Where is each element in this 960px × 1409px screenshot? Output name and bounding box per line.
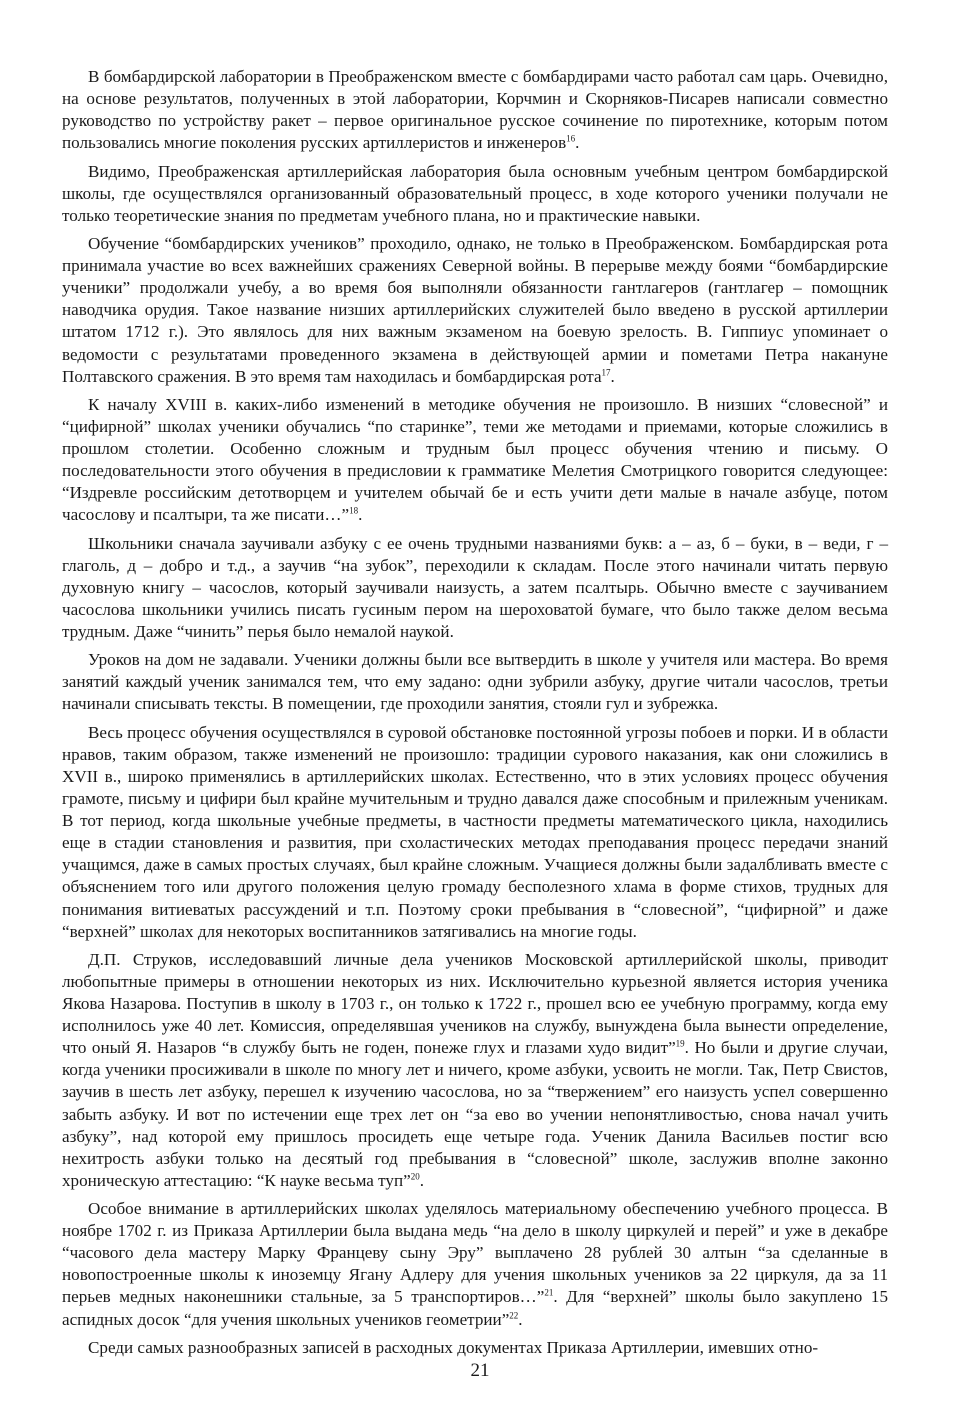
paragraph-tail: . — [575, 133, 580, 153]
paragraph-8 — [62, 949, 888, 1192]
paragraph-text: Уроков на дом не задавали. Ученики должны были все вытвердить в школе у учителя или мастера. Во время занятий каждый ученик занимался тем, что ему задано: одни зубрили азбуку, другие читали часослов, третьи начинали списывать тексты. В помещении, где проходили занятия, стояли гул и зубрежка. — [62, 650, 888, 714]
footnote-ref: 17 — [601, 366, 611, 377]
footnote-ref: 20 — [410, 1171, 420, 1182]
paragraph-4 — [62, 394, 888, 527]
footnote-ref: 18 — [349, 505, 359, 516]
paragraph-tail: . — [518, 1309, 523, 1329]
footnote-ref: 22 — [509, 1309, 519, 1320]
paragraph-text: Особое внимание в артиллерийских школах уделялось материальному обеспечению учебного процесса. В ноябре 1702 г. из Приказа Артиллерии была выдана медь “на дело в школу циркулей и перей” и уже в декабре “часового дела мастеру Марку Францеву сыну Эру” выплачено 28 рублей 30 алтын “за сделанные в новопостроенные школы к иноземцу Ягану Адлеру для учения школьных учеников за 22 циркуля, да за 11 перьев медных наконешники стальные, за 5 транспортиров…” — [62, 1199, 888, 1307]
paragraph-6 — [62, 649, 888, 715]
footnote-ref: 21 — [544, 1287, 554, 1298]
page-number: 21 — [470, 1360, 490, 1381]
paragraph-1 — [62, 66, 888, 154]
document-page — [62, 66, 888, 1359]
paragraph-text: К началу XVIII в. каких-либо изменений в методике обучения не произошло. В низших “словесной” и “цифирной” школах ученики обучались “по старинке”, теми же методами и приемами, которые сложились в прошлом столетии. Особенно сложным и трудным был процесс обучения чтению и письму. О последовательности этого обучения в предисловии к грамматике Мелетия Смотрицкого говорится следующее: “Издревле российским детотворцем и учителем обычай бе и есть учити дети малые в начале азбуце, потом часослову и псалтыри, та же писати…” — [62, 394, 888, 525]
paragraph-tail: . Для “верхней” школы было закуплено 15 аспидных досок “для учения школьных учеников геометрии” — [62, 1287, 888, 1329]
paragraph-text: Школьники сначала заучивали азбуку с ее очень трудными названиями букв: а – аз, б – буки, в – веди, г – глаголь, д – добро и т.д., а заучив “на зубок”, переходили к складам. После этого начинали читать первую духовную книгу – часослов, который заучивали наизусть, а затем псалтырь. Обычно вместе с заучиванием часослова школьники учились писать гусиным пером на шероховатой бумаге, что было также делом весьма трудным. Даже “чинить” перья было немалой наукой. — [62, 533, 888, 641]
paragraph-tail: . — [419, 1170, 424, 1190]
paragraph-7 — [62, 722, 888, 943]
paragraph-text: Д.П. Струков, исследовавший личные дела учеников Московской артиллерийской школы, приводит любопытные примеры в отношении некоторых из них. Исключительно курьезной является история ученика Якова Назарова. Поступив в школу в 1703 г., он только к 1722 г., прошел всю ее учебную программу, когда ему исполнилось уже 40 лет. Комиссия, определявшая учеников на службу, вынуждена была вынести определение, что оный Я. Назаров “в службу быть не годен, понеже глух и глазами худо видит” — [62, 949, 888, 1058]
paragraph-10 — [62, 1337, 888, 1359]
paragraph-tail: . — [358, 505, 363, 525]
paragraph-tail: . — [610, 366, 615, 386]
paragraph-text: Среди самых разнообразных записей в расходных документах Приказа Артиллерии, имевших отно- — [88, 1337, 819, 1357]
paragraph-2 — [62, 161, 888, 227]
paragraph-text: Весь процесс обучения осуществлялся в суровой обстановке постоянной угрозы побоев и порки. И в области нравов, таким образом, также изменений не произошло: традиции сурового наказания, как они сложились в XVII в., широко применялись в артиллерийских школах. Естественно, что в этих условиях процесс обучения грамоте, письму и цифири был крайне мучительным и трудно давался даже способным и прилежным ученикам. В тот период, когда школьные учебные предметы, в частности предметы математического цикла, находились еще в стадии становления и развития, при схоластических методах преподавания процесс передачи знаний учащимся, даже в самых простых случаях, был крайне сложным. Учащиеся должны были задалбливать вместе с объяснением того или другого положения целую громаду бесполезного хлама в форме стихов, трудных для понимания витиеватых рассуждений и т.п. Поэтому сроки пребывания в “словесной”, “цифирной” и даже “верхней” школах для некоторых воспитанников затягивались на многие годы. — [62, 722, 888, 941]
paragraph-text: Обучение “бомбардирских учеников” проходило, однако, не только в Преображенском. Бомбардирская рота принимала участие во всех важнейших сражениях Северной войны. В перерыве между боями “бомбардирские ученики” продолжали учебу, а во время боя выполняли обязанности гантлагеров (гантлагер – помощник наводчика орудия. Такое название низших артиллерийских служителей было введено в русской артиллерии штатом 1712 г.). Это являлось для них важным экзаменом на боевую зрелость. В. Гиппиус упоминает о ведомости с результатами проведенного экзамена в действующей армии и пометами Петра накануне Полтавского сражения. В это время там находилась и бомбардирская рота — [62, 234, 888, 386]
footnote-ref: 19 — [675, 1038, 685, 1049]
paragraph-5 — [62, 533, 888, 643]
footnote-ref: 16 — [566, 133, 576, 144]
paragraph-text: В бомбардирской лаборатории в Преображенском вместе с бомбардирами часто работал сам царь. Очевидно, на основе результатов, полученных в этой лаборатории, Корчмин и Скорняков-Писарев написали совместно руководство по устройству ракет – первое оригинальное русское сочинение по пиротехнике, которым потом пользовались многие поколения русских артиллеристов и инженеров — [62, 67, 888, 153]
paragraph-3 — [62, 233, 888, 388]
paragraph-text: Видимо, Преображенская артиллерийская лаборатория была основным учебным центром бомбардирской школы, где осуществлялся организованный образовательный процесс, в ходе которого ученики получали не только теоретические знания по предметам учебного плана, но и практические навыки. — [62, 161, 888, 225]
paragraph-tail: . Но были и другие случаи, когда ученики просиживали в школе по многу лет и ничего, кроме азбуки, усвоить не могли. Так, Петр Свистов, заучив в шесть лет азбуку, перешел к изучению часослова, но за “твержением” его наизусть успел совершенно забыть азбуку. И вот по истечении еще трех лет он “за ево во учении непонятливостью, снова начал учить азбуку”, над которой ему пришлось просидеть еще четыре года. Ученик Данила Васильев постиг всю нехитрость азбуки только на десятый год пребывания в “словесной” школе, заслужив вполне законно хроническую аттестацию: “К науке весьма туп” — [62, 1038, 888, 1190]
paragraph-9 — [62, 1198, 888, 1331]
